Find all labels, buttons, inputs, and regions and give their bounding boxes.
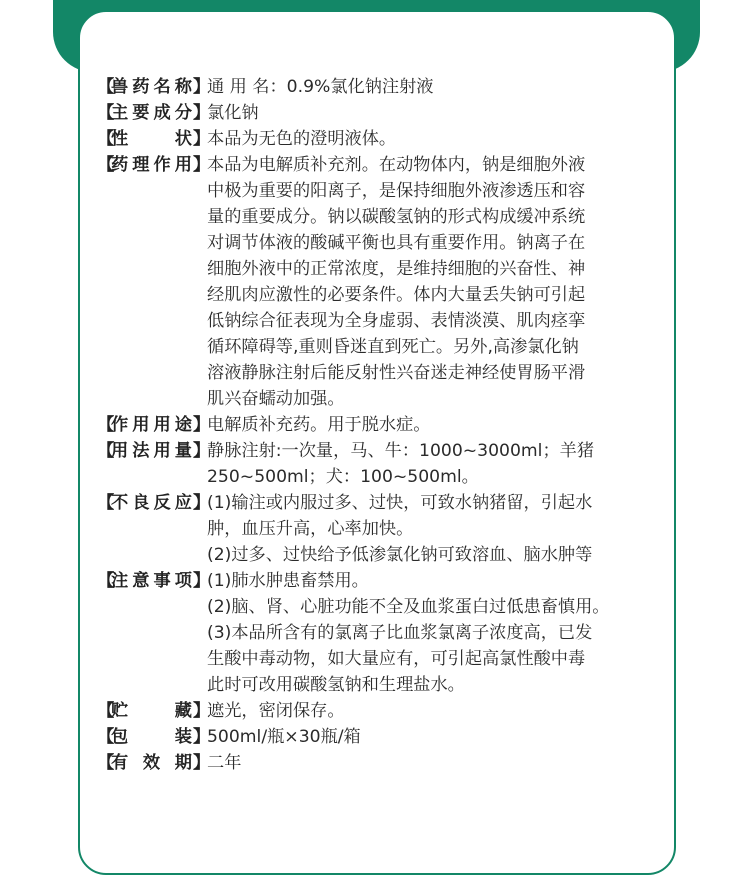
label-bracket-close: 】	[193, 441, 211, 461]
value-line: 溶液静脉注射后能反射性兴奋迷走神经使胃肠平滑	[207, 363, 586, 383]
field-value	[207, 100, 677, 126]
field-label	[97, 74, 211, 100]
label-text: 不 良 反 应	[111, 493, 192, 513]
label-text: 作 用 用 途	[111, 415, 192, 435]
label-bracket-open: 【	[97, 155, 115, 175]
field-row	[97, 438, 677, 490]
field-label	[97, 490, 211, 516]
value-line: 此时可改用碳酸氢钠和生理盐水。	[207, 675, 465, 695]
value-line: 通 用 名：0.9%氯化钠注射液	[207, 77, 434, 97]
label-text: 性 状	[111, 129, 192, 149]
value-line: 量的重要成分。钠以碳酸氢钠的形式构成缓冲系统	[207, 207, 586, 227]
label-bracket-open: 【	[97, 727, 115, 747]
field-value	[207, 438, 677, 490]
field-value	[207, 698, 677, 724]
label-text: 有 效 期	[111, 753, 192, 773]
label-bracket-close: 】	[193, 415, 211, 435]
field-label	[97, 568, 211, 594]
value-line: 本品为无色的澄明液体。	[207, 129, 397, 149]
label-bracket-close: 】	[193, 701, 211, 721]
value-line: 生酸中毒动物，如大量应有，可引起高氯性酸中毒	[207, 649, 586, 669]
value-line: 电解质补充药。用于脱水症。	[207, 415, 431, 435]
label-bracket-open: 【	[97, 129, 115, 149]
label-bracket-open: 【	[97, 77, 115, 97]
value-line: 500ml/瓶×30瓶/箱	[207, 727, 361, 747]
drug-label-content	[97, 74, 677, 776]
value-line: 肿，血压升高，心率加快。	[207, 519, 414, 539]
value-line: (2)脑、肾、心脏功能不全及血浆蛋白过低患畜慎用。	[207, 597, 610, 617]
field-label	[97, 152, 211, 178]
label-text: 兽 药 名 称	[111, 77, 192, 97]
label-bracket-open: 【	[97, 571, 115, 591]
field-label	[97, 750, 211, 776]
label-bracket-open: 【	[97, 415, 115, 435]
field-row	[97, 74, 677, 100]
field-value	[207, 126, 677, 152]
field-label	[97, 438, 211, 464]
field-row	[97, 568, 677, 698]
label-bracket-open: 【	[97, 753, 115, 773]
value-line: 静脉注射:一次量，马、牛：1000~3000ml；羊猪	[207, 441, 595, 461]
value-line: 经肌肉应激性的必要条件。体内大量丢失钠可引起	[207, 285, 586, 305]
field-label	[97, 724, 211, 750]
field-row	[97, 100, 677, 126]
value-line: 低钠综合征表现为全身虚弱、表情淡漠、肌肉痉挛	[207, 311, 586, 331]
label-bracket-close: 】	[193, 103, 211, 123]
value-line: (1)输注或内服过多、过快，可致水钠猪留，引起水	[207, 493, 593, 513]
label-bracket-close: 】	[193, 753, 211, 773]
field-row	[97, 724, 677, 750]
field-row	[97, 126, 677, 152]
label-bracket-open: 【	[97, 701, 115, 721]
label-text: 主 要 成 分	[111, 103, 192, 123]
value-line: (2)过多、过快给予低渗氯化钠可致溶血、脑水肿等	[207, 545, 593, 565]
field-value	[207, 490, 677, 568]
field-value	[207, 724, 677, 750]
label-bracket-close: 】	[193, 493, 211, 513]
label-bracket-open: 【	[97, 441, 115, 461]
field-value	[207, 152, 677, 412]
label-text: 用 法 用 量	[111, 441, 192, 461]
value-line: 遮光，密闭保存。	[207, 701, 345, 721]
value-line: 中极为重要的阳离子，是保持细胞外液渗透压和容	[207, 181, 586, 201]
label-bracket-open: 【	[97, 103, 115, 123]
field-label	[97, 126, 211, 152]
field-label	[97, 412, 211, 438]
field-value	[207, 568, 677, 698]
field-value	[207, 412, 677, 438]
label-text: 注 意 事 项	[111, 571, 192, 591]
label-text: 贮 藏	[111, 701, 192, 721]
field-row	[97, 152, 677, 412]
field-row	[97, 698, 677, 724]
field-label	[97, 100, 211, 126]
field-value	[207, 750, 677, 776]
value-line: 细胞外液中的正常浓度，是维持细胞的兴奋性、神	[207, 259, 586, 279]
label-text: 包 装	[111, 727, 192, 747]
label-bracket-close: 】	[193, 155, 211, 175]
value-line: 肌兴奋蠕动加强。	[207, 389, 345, 409]
value-line: 250~500ml；犬：100~500ml。	[207, 467, 479, 487]
value-line: (1)肺水肿患畜禁用。	[207, 571, 369, 591]
label-bracket-close: 】	[193, 129, 211, 149]
label-bracket-close: 】	[193, 571, 211, 591]
label-bracket-close: 】	[193, 727, 211, 747]
value-line: 循环障碍等,重则昏迷直到死亡。另外,高渗氯化钠	[207, 337, 579, 357]
value-line: 氯化钠	[207, 103, 259, 123]
label-bracket-open: 【	[97, 493, 115, 513]
field-row	[97, 412, 677, 438]
value-line: (3)本品所含有的氯离子比血浆氯离子浓度高，已发	[207, 623, 593, 643]
value-line: 本品为电解质补充剂。在动物体内，钠是细胞外液	[207, 155, 586, 175]
value-line: 对调节体液的酸碱平衡也具有重要作用。钠离子在	[207, 233, 586, 253]
field-row	[97, 490, 677, 568]
label-bracket-close: 】	[193, 77, 211, 97]
field-row	[97, 750, 677, 776]
field-label	[97, 698, 211, 724]
value-line: 二年	[207, 753, 242, 773]
label-text: 药 理 作 用	[111, 155, 192, 175]
field-value	[207, 74, 677, 100]
